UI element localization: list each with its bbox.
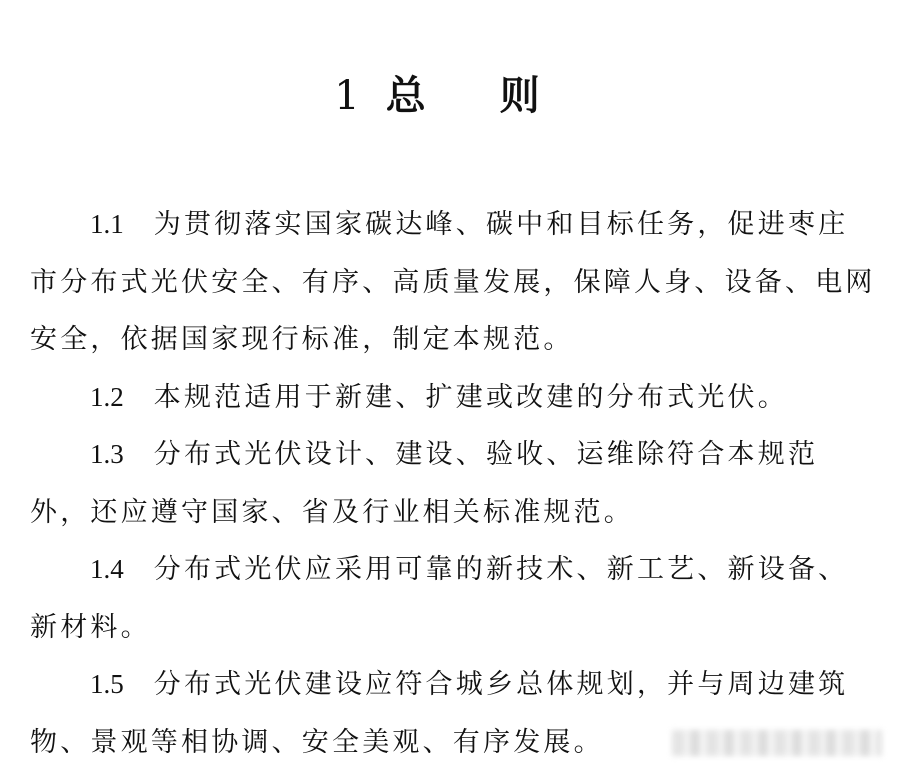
blurred-watermark: [672, 730, 882, 756]
clause-text: 分布式光伏建设应符合城乡总体规划，并与周边建筑物、景观等相协调、安全美观、有序发展。: [30, 669, 849, 758]
clause-text: 本规范适用于新建、扩建或改建的分布式光伏。: [153, 381, 788, 413]
clause-number: 1.5: [90, 669, 124, 699]
clause-number: 1.2: [90, 381, 124, 412]
clause-number: 1.3: [90, 439, 124, 469]
document-body: [30, 196, 876, 771]
clause-text: 为贯彻落实国家碳达峰、碳中和目标任务，促进枣庄市分布式光伏安全、有序、高质量发展，保障人身、设备、电网安全，依据国家现行标准，制定本规范。: [30, 209, 876, 355]
clause-1-2: [30, 369, 876, 427]
section-title: 总 则: [385, 72, 570, 119]
clause-1-3: [30, 426, 876, 541]
clause-text: 分布式光伏应采用可靠的新技术、新工艺、新设备、新材料。: [30, 554, 849, 643]
section-number: 1: [334, 73, 360, 119]
clause-number: 1.1: [90, 209, 124, 239]
section-heading: [0, 68, 904, 124]
clause-text: 分布式光伏设计、建设、验收、运维除符合本规范外，还应遵守国家、省及行业相关标准规范。: [30, 439, 819, 528]
clause-number: 1.4: [90, 554, 124, 584]
clause-1-1: [30, 196, 876, 369]
clause-1-4: [30, 541, 876, 656]
